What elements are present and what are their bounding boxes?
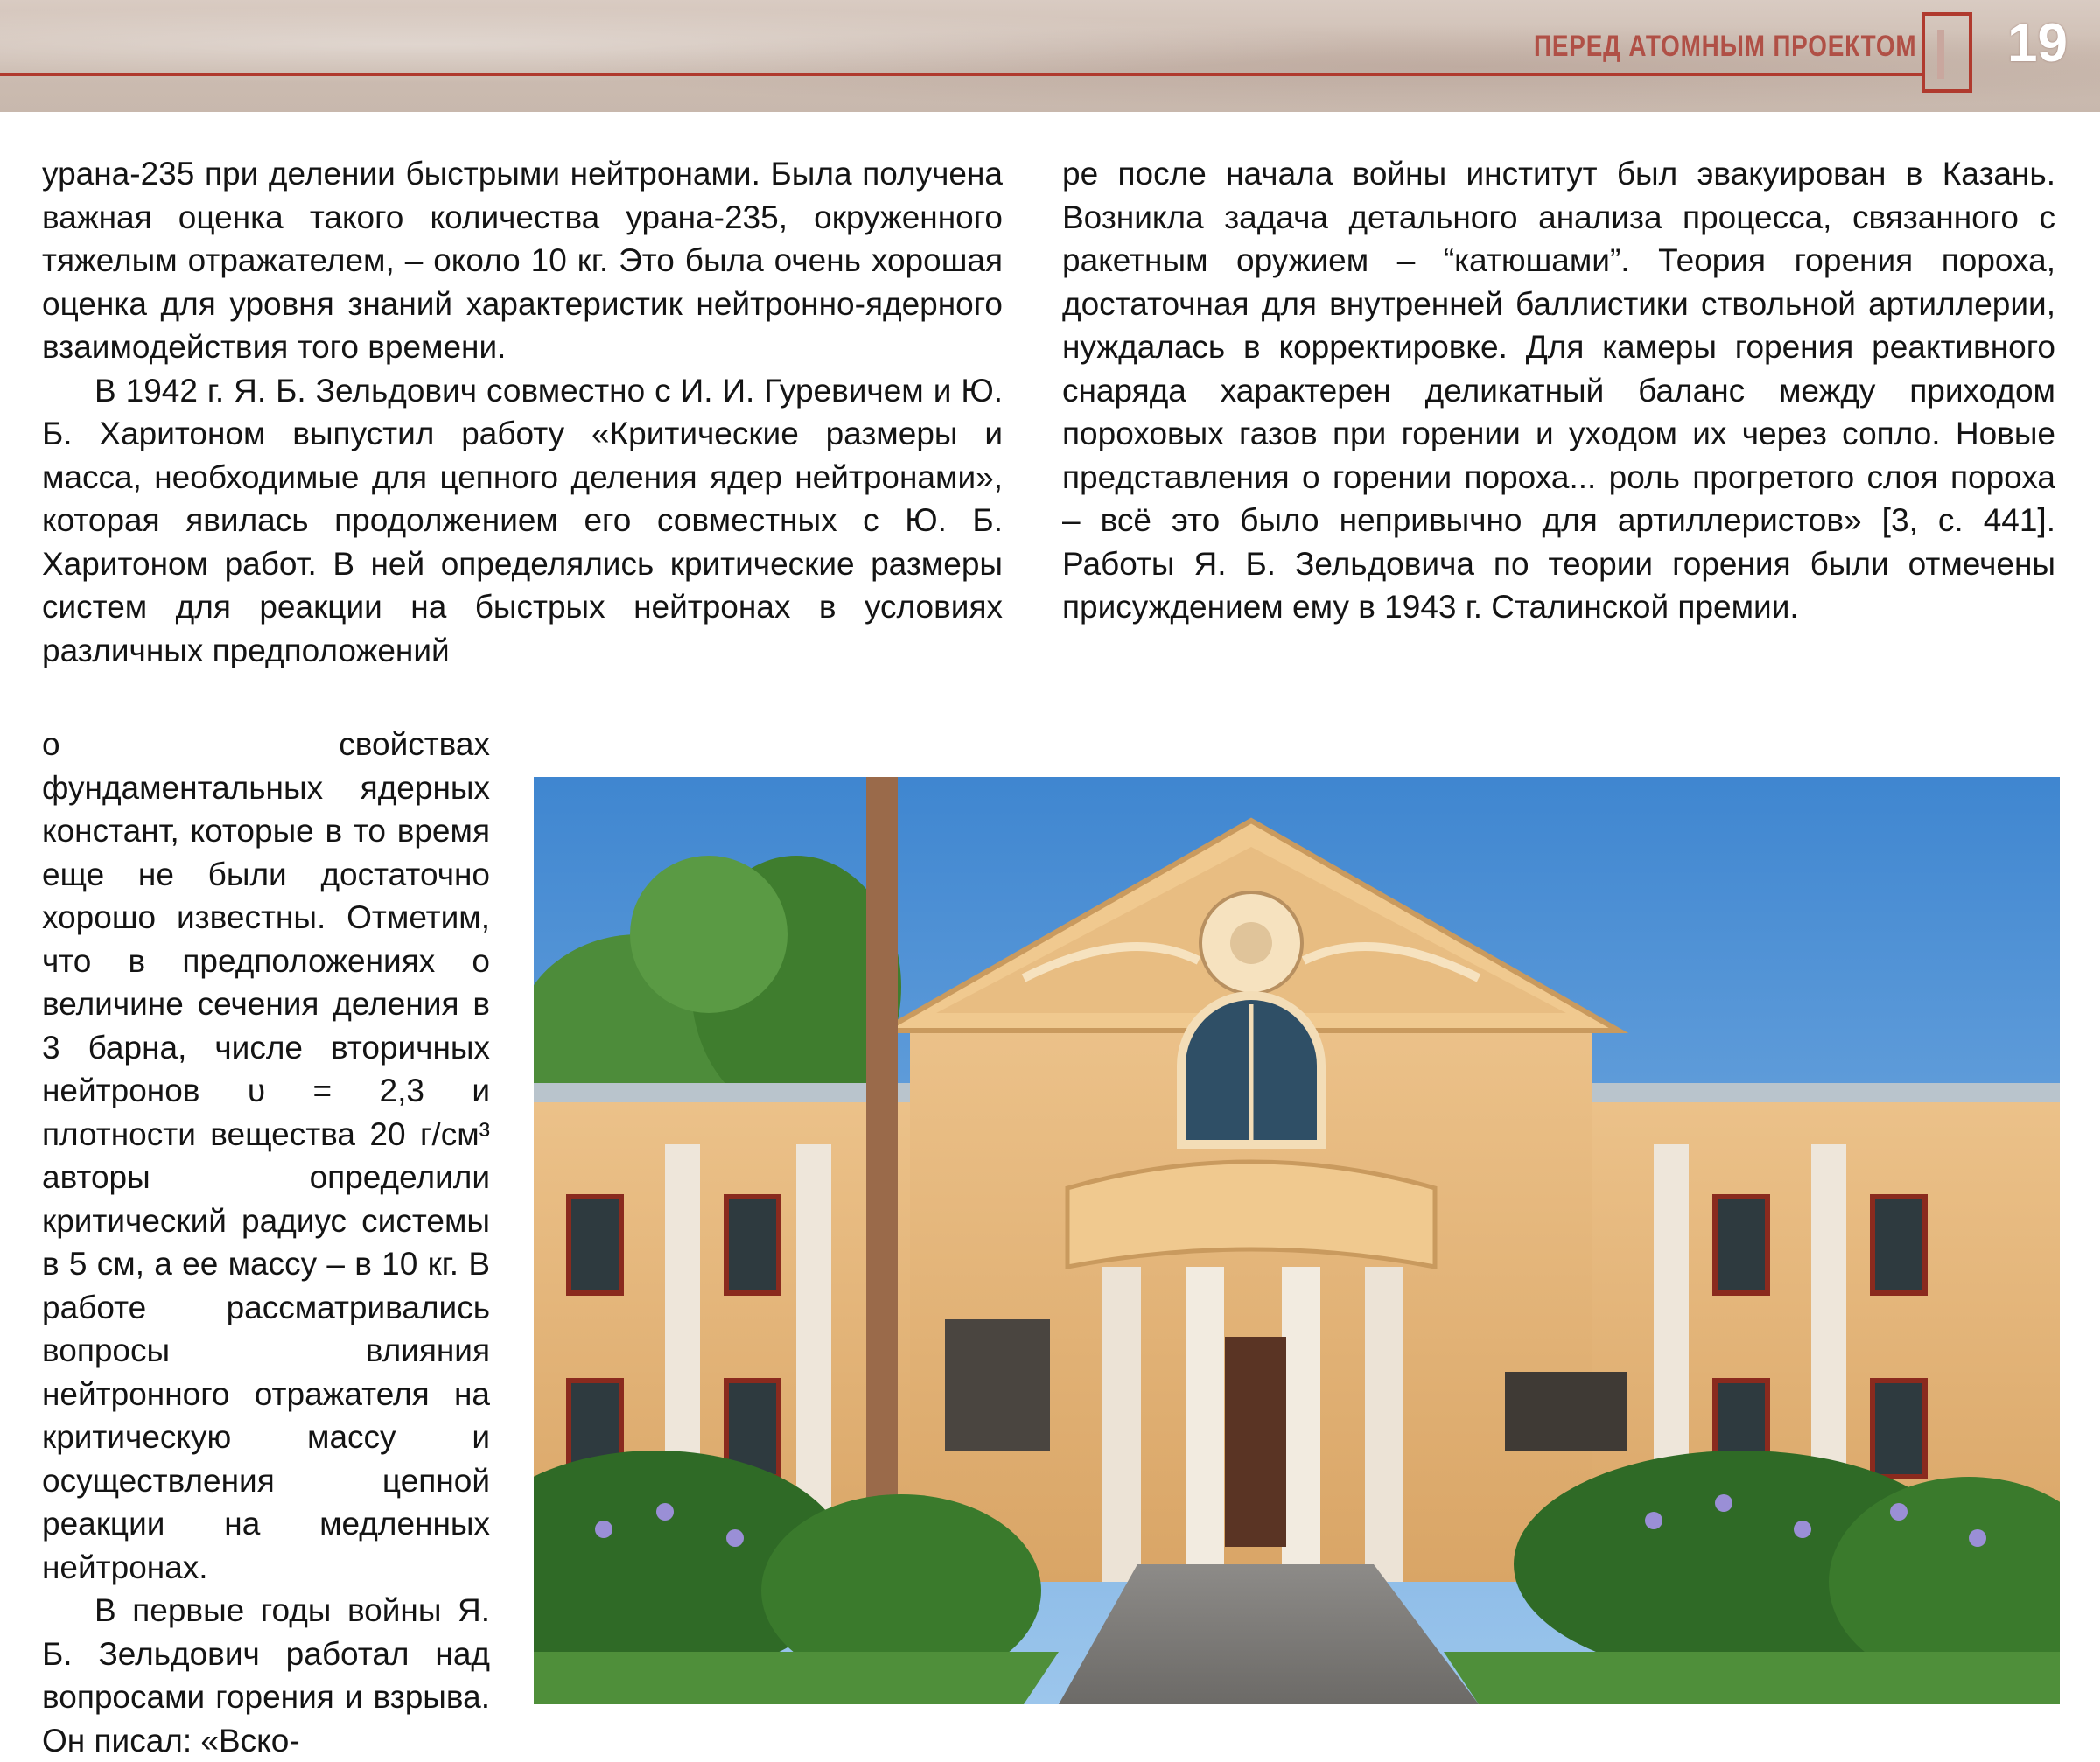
page-number: 19 <box>2007 13 2068 73</box>
right-column <box>1062 152 2055 629</box>
left-paragraph-2: В 1942 г. Я. Б. Зельдович совместно с И. И. Гуревичем и Ю. Б. Харитоном выпустил работу «Критические размеры и масса, необходимые для цепного деления ядер нейтронами», которая явилась продолжением его совместных с Ю. Б. Харитоном работ. В ней определялись критические размеры систем для реакции на быстрых нейтронах в условиях различных предположений <box>42 372 1003 668</box>
left-paragraph-1: урана-235 при делении быстрыми нейтронами. Была получена важная оценка такого количества урана-235, окруженного тяжелым отражателем, – около 10 кг. Это была очень хорошая оценка для уровня знаний характеристик нейтронно-ядерного взаимодействия того времени. <box>42 156 1003 365</box>
building-photo <box>534 777 2060 1704</box>
header-rule <box>0 73 1922 76</box>
left-column <box>42 152 1003 672</box>
running-title: ПЕРЕД АТОМНЫМ ПРОЕКТОМ <box>1533 30 1916 63</box>
page-header <box>0 0 2100 112</box>
page-marker-icon <box>1922 12 1972 93</box>
right-paragraph-1: ре после начала войны институт был эвакуирован в Казань. Возникла задача детального анализа процесса, связанного с ракетным оружием – “катюшами”. Теория горения пороха, достаточная для внутренней баллистики ствольной артиллерии, нуждалась в корректировке. Для камеры горения реактивного снаряда характерен деликатный баланс между приходом пороховых газов при горении и уходом их через сопло. Новые представления о горении пороха... роль прогретого слоя пороха – всё это было непривычно для артиллеристов» [3, с. 441]. Работы Я. Б. Зельдовича по теории горения были отмечены присуждением ему в 1943 г. Сталинской премии. <box>1062 156 2055 625</box>
narrow-paragraph-3: В первые годы войны Я. Б. Зельдович работал над вопросами горения и взрыва. Он писал: «Вско- <box>42 1592 490 1759</box>
narrow-paragraph-continued: о свойствах фундаментальных ядерных констант, которые в то время еще не были достаточно хорошо известны. Отметим, что в предположениях о величине сечения деления в 3 барна, числе вторичных нейтронов υ = 2,3 и плотности вещества 20 г/см³ авторы определили критический радиус системы в 5 см, а ее массу – в 10 кг. В работе рассматривались вопросы влияния нейтронного отражателя на критическую массу и осуществления цепной реакции на медленных нейтронах. <box>42 726 490 1585</box>
narrow-column <box>42 723 490 1762</box>
